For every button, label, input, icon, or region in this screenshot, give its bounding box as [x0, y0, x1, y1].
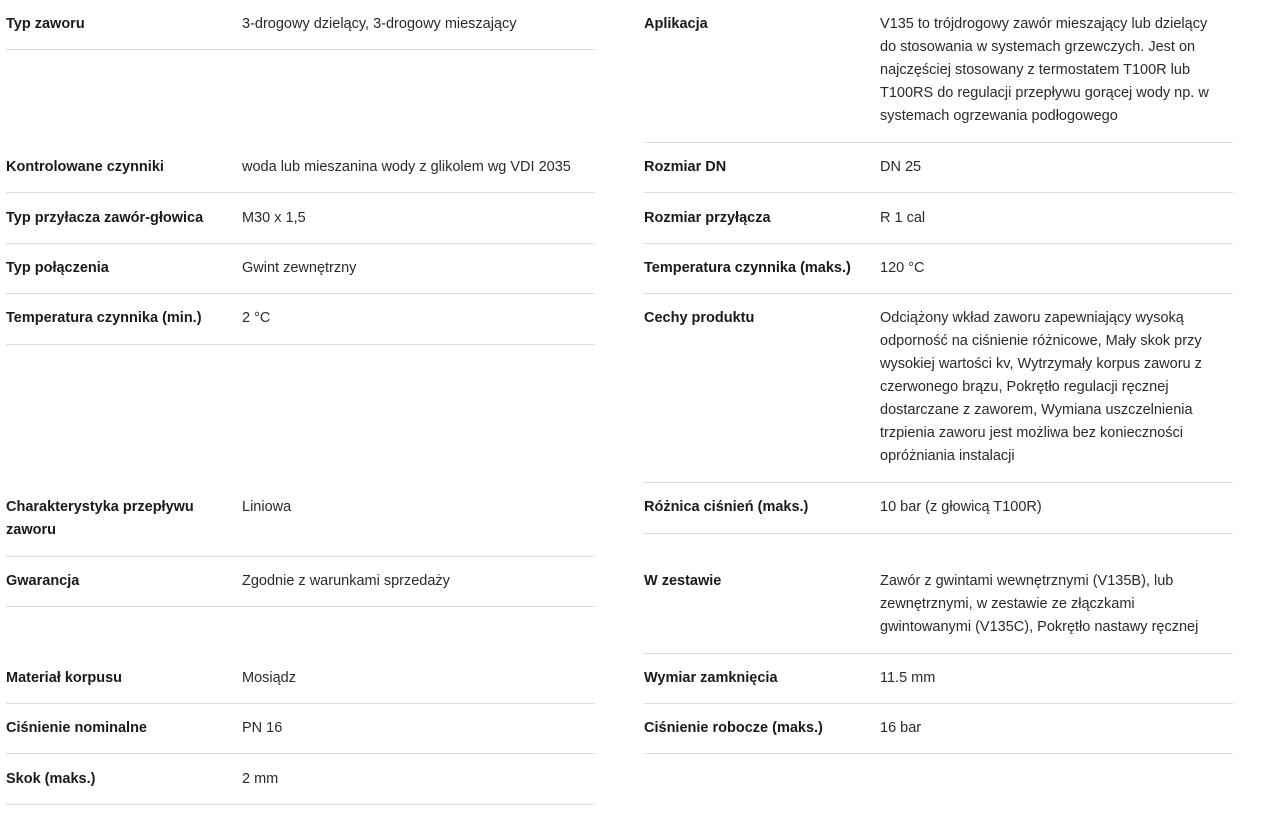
spec-label: Typ połączenia	[6, 260, 109, 276]
spec-value: 120 °C	[880, 260, 925, 276]
spec-label: Gwarancja	[6, 573, 80, 589]
spec-value: 16 bar	[880, 720, 922, 736]
spec-label: Typ przyłacza zawór-głowica	[6, 210, 204, 226]
spec-label: Typ zaworu	[6, 16, 85, 32]
spec-value: DN 25	[880, 159, 922, 175]
spec-row-temperatura-min	[6, 307, 595, 345]
spec-row-rozmiar-dn	[644, 156, 1233, 193]
spec-value: 11.5 mm	[880, 670, 936, 686]
spec-value: V135 to trójdrogowy zawór mieszający lub dzielący do stosowania w systemach grzewczych. Jest on najczęściej stosowany z termostatem T100R lub T100RS do regulacji przepływu gorącej wody np. w systemach ogrzewania podłogowego	[880, 16, 1209, 124]
spec-label: Ciśnienie robocze (maks.)	[644, 720, 823, 736]
spec-label: Aplikacja	[644, 16, 708, 32]
spec-row-typ-przylacza	[6, 207, 595, 244]
spec-value: woda lub mieszanina wody z glikolem wg VDI 2035	[242, 159, 571, 175]
spec-row-roznica-cisnien	[644, 496, 1233, 534]
spec-label: Temperatura czynnika (min.)	[6, 310, 202, 326]
spec-value: PN 16	[242, 720, 283, 736]
spec-label: Skok (maks.)	[6, 771, 96, 787]
spec-value: Mosiądz	[242, 670, 296, 686]
spec-row-material-korpusu	[6, 667, 595, 704]
spec-label: Temperatura czynnika (maks.)	[644, 260, 851, 276]
spec-row-kontrolowane-czynniki	[6, 156, 595, 193]
spec-value: 3-drogowy dzielący, 3-drogowy mieszający	[242, 16, 517, 32]
spec-row-cechy-produktu	[644, 307, 1233, 483]
spec-row-wymiar-zamkniecia	[644, 667, 1233, 704]
spec-value: 2 mm	[242, 771, 279, 787]
spec-row-rozmiar-przylacza	[644, 207, 1233, 244]
spec-row-typ-zaworu	[6, 13, 595, 50]
spec-row-typ-polaczenia	[6, 257, 595, 294]
spec-label: Ciśnienie nominalne	[6, 720, 147, 736]
spec-value: M30 x 1,5	[242, 210, 306, 226]
spec-row-charakterystyka-przeplywu	[6, 496, 595, 557]
spec-row-aplikacja	[644, 13, 1233, 143]
spec-value: Odciążony wkład zaworu zapewniający wysoką odporność na ciśnienie różnicowe, Mały skok przy wysokiej wartości kv, Wytrzymały korpus zaworu z czerwonego brązu, Pokrętło regulacji ręcznej dostarczane z zaworem, Wymiana uszczelnienia trzpienia zaworu jest możliwa bez konieczności opróżniania instalacji	[880, 310, 1202, 464]
spec-row-temperatura-maks	[644, 257, 1233, 294]
spec-row-cisnienie-robocze	[644, 717, 1233, 754]
spec-label: Rozmiar DN	[644, 159, 727, 175]
spec-row-w-zestawie	[644, 570, 1233, 654]
spec-label: Materiał korpusu	[6, 670, 123, 686]
spec-value: Zgodnie z warunkami sprzedaży	[242, 573, 450, 589]
spec-label: Charakterystyka przepływu zaworu	[6, 499, 194, 538]
spec-row-gwarancja	[6, 570, 595, 607]
spec-label: Cechy produktu	[644, 310, 755, 326]
spec-label: Rozmiar przyłącza	[644, 210, 771, 226]
spec-label: Różnica ciśnień (maks.)	[644, 499, 809, 515]
spec-label: Kontrolowane czynniki	[6, 159, 164, 175]
spec-label: W zestawie	[644, 573, 722, 589]
spec-label: Wymiar zamknięcia	[644, 670, 778, 686]
spec-value: Zawór z gwintami wewnętrznymi (V135B), lub zewnętrznymi, w zestawie ze złączkami gwintowanymi (V135C), Pokrętło nastawy ręcznej	[880, 573, 1199, 635]
spec-value: 10 bar (z głowicą T100R)	[880, 499, 1042, 515]
spec-row-skok-maks	[6, 768, 595, 805]
spec-value: Gwint zewnętrzny	[242, 260, 357, 276]
spec-value: R 1 cal	[880, 210, 926, 226]
spec-value: Liniowa	[242, 499, 292, 515]
spec-row-cisnienie-nominalne	[6, 717, 595, 754]
spec-value: 2 °C	[242, 310, 271, 326]
